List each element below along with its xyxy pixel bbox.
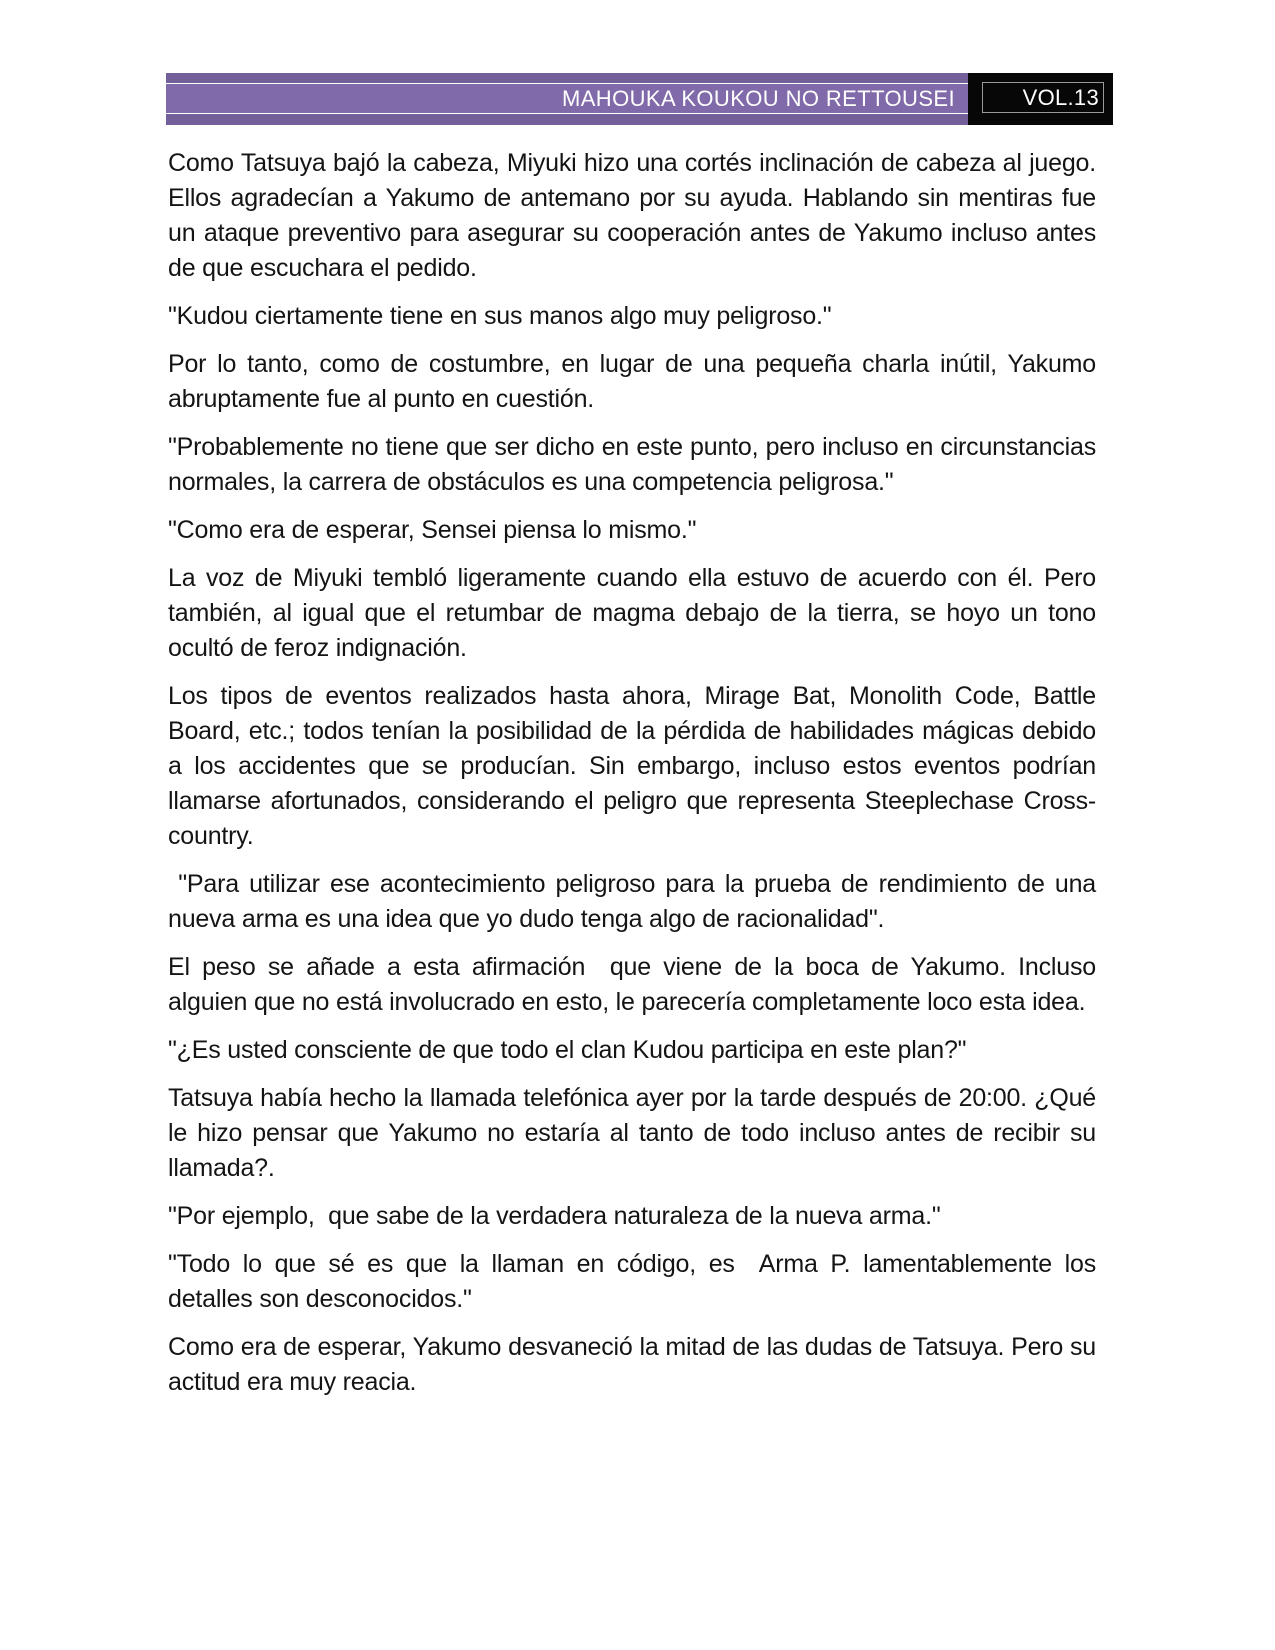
paragraph: Por lo tanto, como de costumbre, en lugar de una pequeña charla inútil, Yakumo abruptamente fue al punto en cuestión. xyxy=(168,350,1103,413)
volume-badge-frame xyxy=(982,82,1104,113)
novel-text-body xyxy=(168,146,1103,1413)
paragraph: "Kudou ciertamente tiene en sus manos algo muy peligroso." xyxy=(168,302,832,330)
header-title-cell xyxy=(166,73,968,125)
paragraph: La voz de Miyuki tembló ligeramente cuando ella estuvo de acuerdo con él. Pero también, al igual que el retumbar de magma debajo de la tierra, se hoyo un tono ocultó de feroz indignación. xyxy=(168,564,1103,662)
novel-title: MAHOUKA KOUKOU NO RETTOUSEI xyxy=(561,86,955,111)
paragraph: "Probablemente no tiene que ser dicho en este punto, pero incluso en circunstancias normales, la carrera de obstáculos es una competencia peligrosa." xyxy=(168,433,1103,496)
paragraph: "Todo lo que sé es que la llaman en código, es Arma P. lamentablemente los detalles son desconocidos." xyxy=(168,1250,1103,1313)
paragraph: "Por ejemplo, que sabe de la verdadera naturaleza de la nueva arma." xyxy=(168,1202,941,1230)
paragraph: "Como era de esperar, Sensei piensa lo mismo." xyxy=(168,516,697,544)
paragraph: Como era de esperar, Yakumo desvaneció la mitad de las dudas de Tatsuya. Pero su actitud era muy reacia. xyxy=(168,1333,1103,1396)
paragraph: "Para utilizar ese acontecimiento peligroso para la prueba de rendimiento de una nueva arma es una idea que yo dudo tenga algo de racionalidad". xyxy=(168,870,1103,933)
paragraph: Como Tatsuya bajó la cabeza, Miyuki hizo una cortés inclinación de cabeza al juego. Ellos agradecían a Yakumo de antemano por su ayuda. Hablando sin mentiras fue un ataque preventivo para asegurar su cooperación antes de Yakumo incluso antes de que escuchara el pedido. xyxy=(168,149,1103,282)
volume-label: VOL.13 xyxy=(1022,84,1099,110)
volume-badge xyxy=(968,73,1113,125)
paragraph: Los tipos de eventos realizados hasta ahora, Mirage Bat, Monolith Code, Battle Board, etc.; todos tenían la posibilidad de la pérdida de habilidades mágicas debido a los accidentes que se producían. Sin embargo, incluso estos eventos podrían llamarse afortunados, considerando el peligro que representa Steeplechase Cross-country. xyxy=(168,682,1103,850)
paragraph: El peso se añade a esta afirmación que viene de la boca de Yakumo. Incluso alguien que no está involucrado en esto, le parecería completamente loco esta idea. xyxy=(168,953,1103,1016)
paragraph: Tatsuya había hecho la llamada telefónica ayer por la tarde después de 20:00. ¿Qué le hizo pensar que Yakumo no estaría al tanto de todo incluso antes de recibir su llamada?. xyxy=(168,1084,1103,1182)
paragraph: "¿Es usted consciente de que todo el clan Kudou participa en este plan?" xyxy=(168,1036,967,1064)
page-header-banner xyxy=(166,73,1113,125)
